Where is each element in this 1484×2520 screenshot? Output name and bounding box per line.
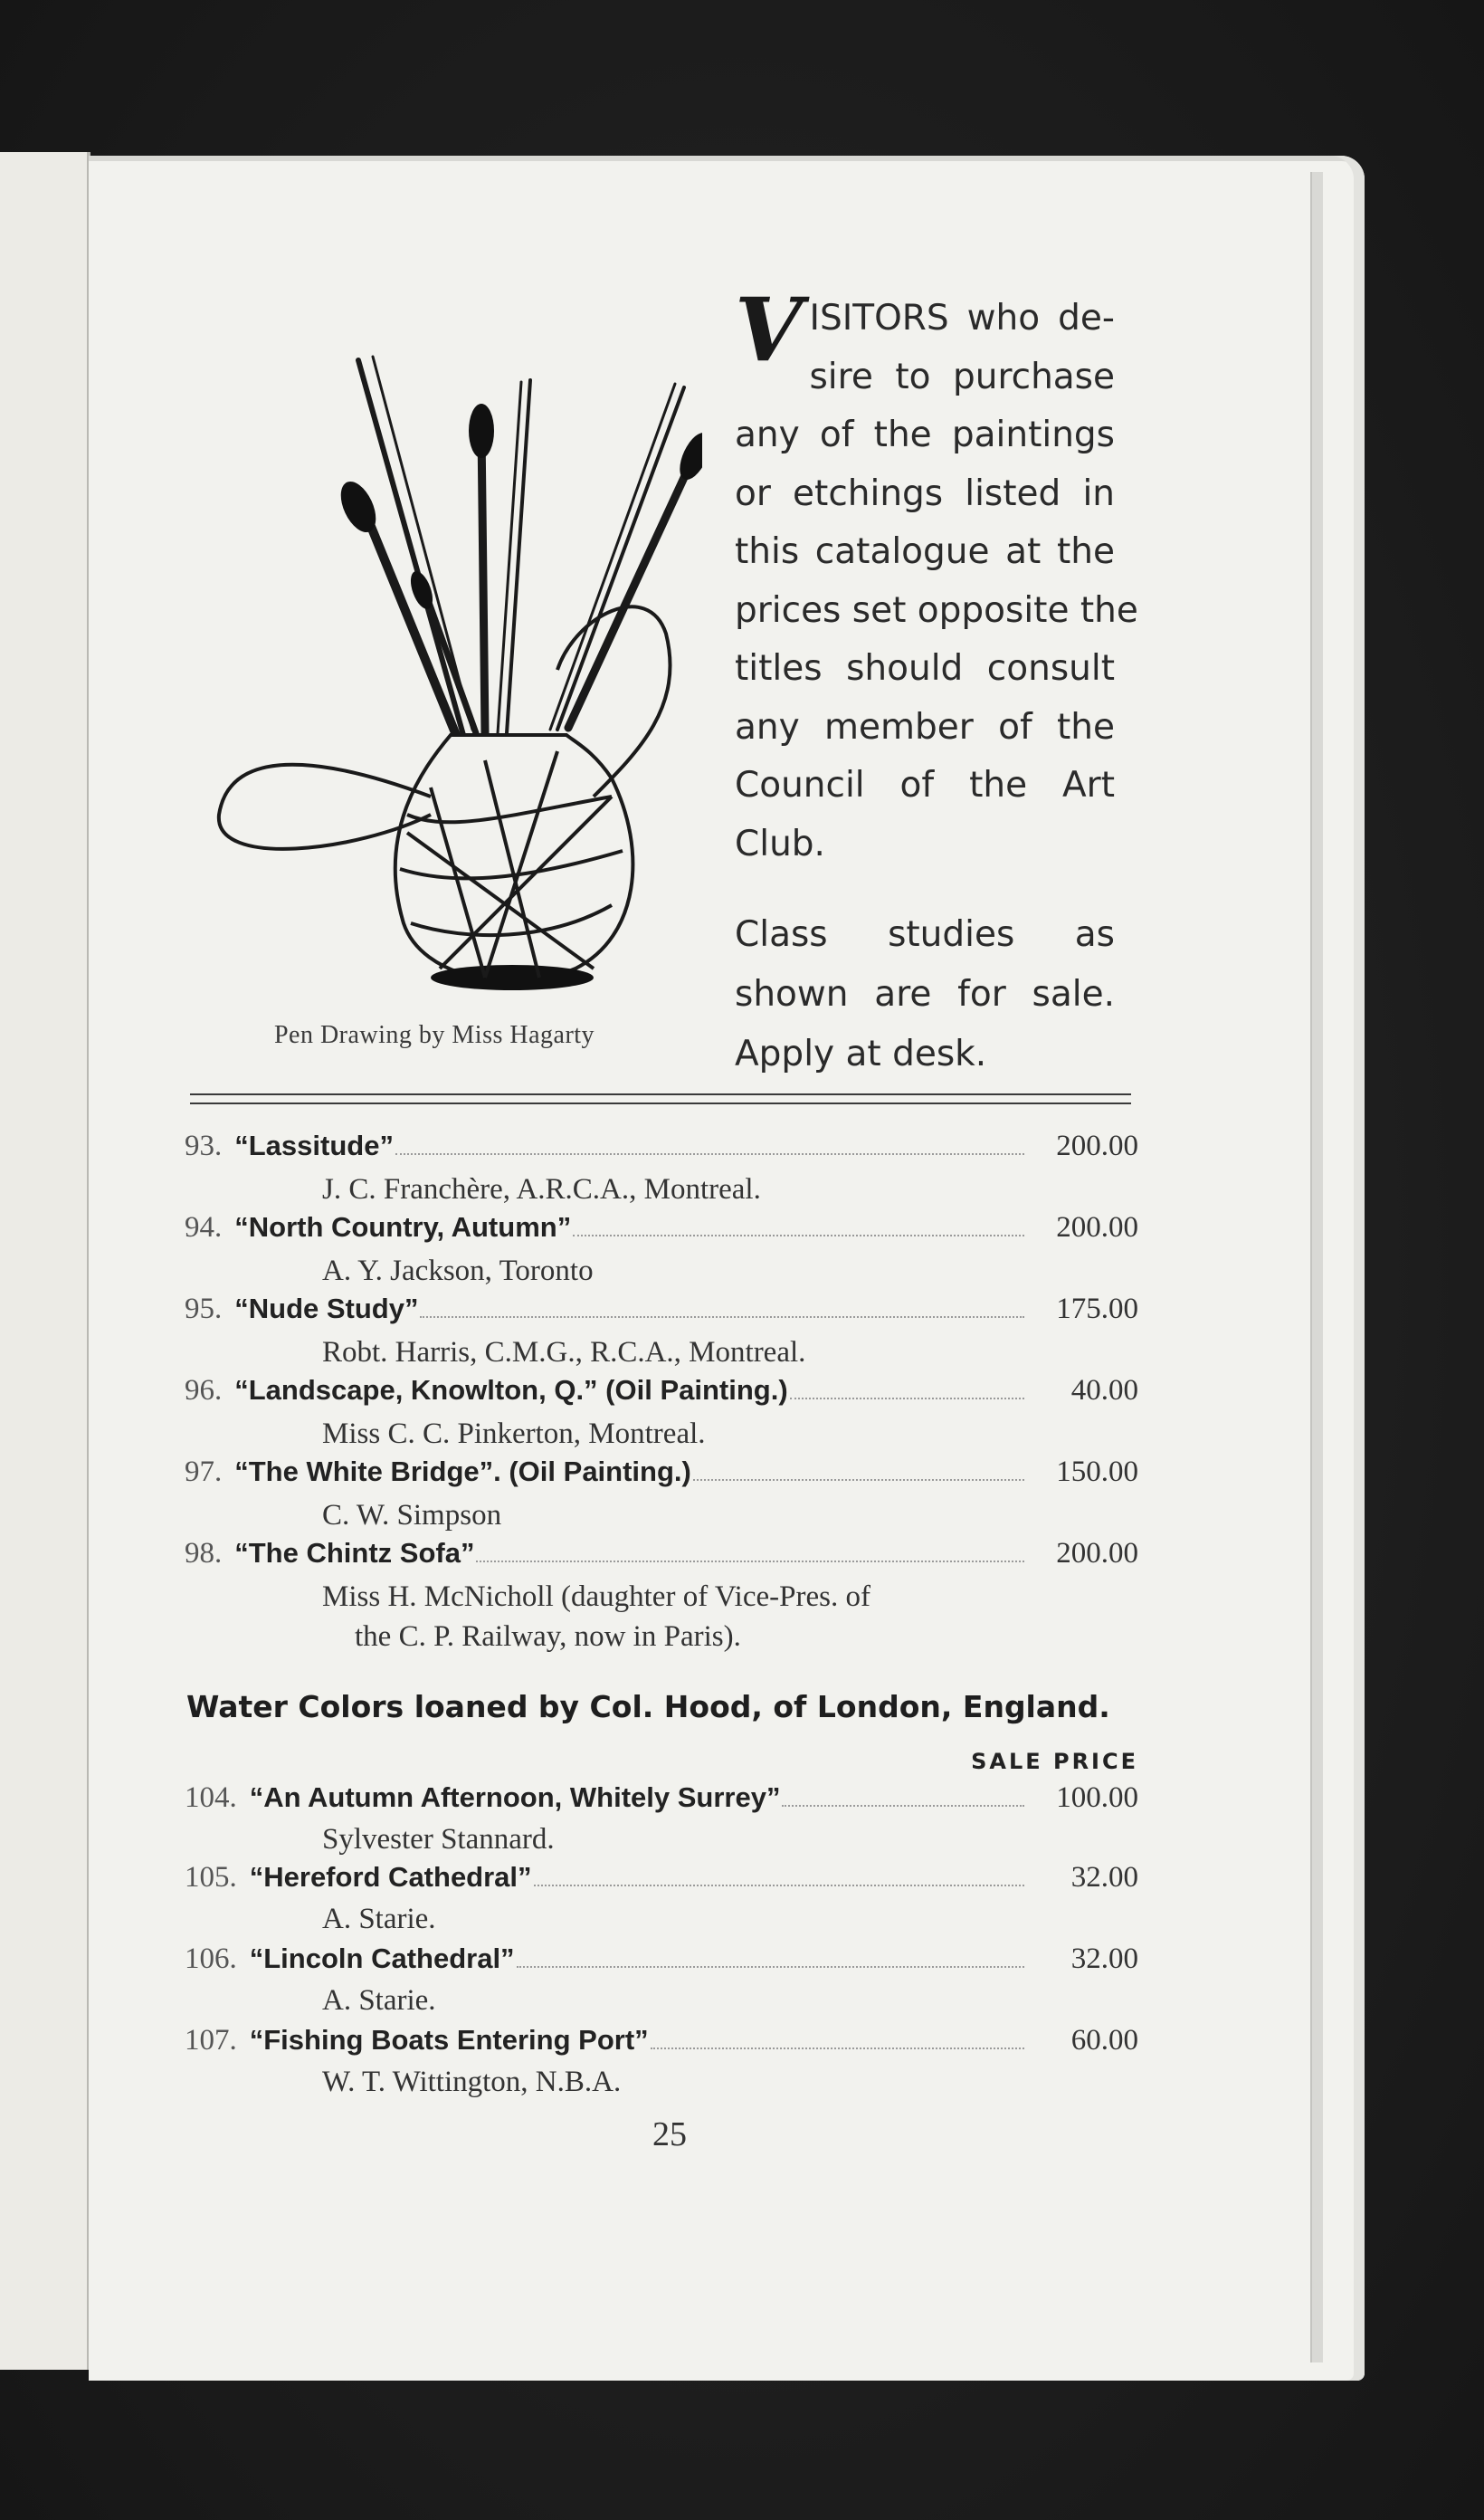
facing-page-edge bbox=[0, 152, 90, 2370]
entry-price: 150.00 bbox=[1056, 1456, 1138, 1488]
brush-tip bbox=[673, 428, 702, 484]
class-studies-note bbox=[735, 905, 1115, 1084]
entry-price: 60.00 bbox=[1070, 2024, 1138, 2057]
entry-artist: A. Starie. bbox=[322, 1984, 436, 2017]
brush-tip bbox=[469, 404, 494, 458]
catalogue-entry bbox=[185, 1781, 1138, 1823]
notice-line: any of the paintings bbox=[735, 415, 1115, 455]
entry-title: “North Country, Autumn” bbox=[234, 1211, 572, 1243]
notice-line: ISITORS who de- bbox=[809, 298, 1115, 339]
entry-artist: Robt. Harris, C.M.G., R.C.A., Montreal. bbox=[322, 1336, 806, 1369]
entry-price: 100.00 bbox=[1056, 1781, 1138, 1814]
catalogue-entry bbox=[185, 1374, 1138, 1416]
pen-drawing-illustration bbox=[214, 344, 702, 1014]
entry-artist: Miss H. McNicholl (daughter of Vice-Pres. of bbox=[322, 1580, 870, 1613]
notice-line: titles should consult bbox=[735, 648, 1115, 689]
catalogue-entry bbox=[185, 1293, 1138, 1334]
leader-dots bbox=[573, 1235, 1024, 1236]
entry-title: “Lincoln Cathedral” bbox=[249, 1942, 515, 1974]
entry-artist: Sylvester Stannard. bbox=[322, 1823, 555, 1856]
entry-price: 40.00 bbox=[1070, 1374, 1138, 1407]
entry-price: 32.00 bbox=[1070, 1942, 1138, 1975]
entry-price: 200.00 bbox=[1056, 1130, 1138, 1162]
notice-line: any member of the bbox=[735, 706, 1115, 748]
divider-rule bbox=[190, 1102, 1131, 1104]
entry-number: 98. bbox=[185, 1537, 223, 1570]
leader-dots bbox=[420, 1316, 1024, 1318]
class-note-line: Apply at desk. bbox=[735, 1034, 987, 1074]
entry-number: 97. bbox=[185, 1456, 223, 1488]
illustration-caption: Pen Drawing by Miss Hagarty bbox=[273, 1021, 595, 1049]
catalogue-entry bbox=[185, 2024, 1138, 2066]
drop-cap: V bbox=[735, 279, 803, 381]
entry-number: 106. bbox=[185, 1942, 237, 1975]
entry-number: 95. bbox=[185, 1293, 223, 1325]
entry-artist: Miss C. C. Pinkerton, Montreal. bbox=[322, 1418, 706, 1450]
entry-title: “Hereford Cathedral” bbox=[249, 1861, 532, 1893]
brush-handle bbox=[358, 360, 463, 735]
leader-dots bbox=[693, 1479, 1024, 1481]
entry-number: 93. bbox=[185, 1130, 223, 1162]
entry-number: 107. bbox=[185, 2024, 237, 2057]
leader-dots bbox=[782, 1805, 1024, 1807]
entry-number: 104. bbox=[185, 1781, 237, 1814]
entry-artist: C. W. Simpson bbox=[322, 1499, 502, 1532]
visitors-notice bbox=[735, 279, 1138, 873]
entry-price: 32.00 bbox=[1070, 1861, 1138, 1894]
entry-artist: A. Starie. bbox=[322, 1903, 436, 1935]
notice-line: Council of the Art bbox=[735, 765, 1115, 806]
notice-line: prices set opposite the bbox=[735, 589, 1138, 631]
entry-title: “An Autumn Afternoon, Whitely Surrey” bbox=[249, 1781, 781, 1813]
notice-line: sire to purchase bbox=[809, 356, 1115, 397]
entry-artist: the C. P. Railway, now in Paris). bbox=[355, 1620, 741, 1653]
notice-line: Club. bbox=[735, 823, 825, 864]
leader-dots bbox=[651, 2048, 1024, 2049]
catalogue-entry bbox=[185, 1942, 1138, 1984]
entry-title: “Lassitude” bbox=[234, 1130, 394, 1161]
entry-title: “Landscape, Knowlton, Q.” (Oil Painting.) bbox=[234, 1374, 788, 1406]
entry-title: “Fishing Boats Entering Port” bbox=[249, 2024, 649, 2056]
entry-number: 96. bbox=[185, 1374, 223, 1407]
brush-handle bbox=[481, 431, 485, 733]
notice-line: or etchings listed in bbox=[735, 472, 1115, 514]
entry-price: 200.00 bbox=[1056, 1211, 1138, 1244]
sale-price-label: SALE PRICE bbox=[971, 1749, 1138, 1774]
page-edge bbox=[1310, 172, 1323, 2362]
catalogue-entry bbox=[185, 1456, 1138, 1497]
catalogue-entry bbox=[185, 1861, 1138, 1903]
leader-dots bbox=[517, 1966, 1024, 1968]
entry-price: 175.00 bbox=[1056, 1293, 1138, 1325]
leader-dots bbox=[395, 1153, 1024, 1155]
divider-rule bbox=[190, 1093, 1131, 1095]
entry-number: 105. bbox=[185, 1861, 237, 1894]
catalogue-entry bbox=[185, 1130, 1138, 1171]
entry-title: “The White Bridge”. (Oil Painting.) bbox=[234, 1456, 691, 1487]
brush-handle bbox=[568, 458, 693, 728]
entry-price: 200.00 bbox=[1056, 1537, 1138, 1570]
class-note-line: Class studies as bbox=[735, 914, 1115, 955]
leader-dots bbox=[790, 1398, 1024, 1399]
entry-title: “Nude Study” bbox=[234, 1293, 419, 1324]
leader-dots bbox=[476, 1561, 1024, 1562]
entry-artist: W. T. Wittington, N.B.A. bbox=[322, 2066, 622, 2098]
brush-handle bbox=[550, 384, 675, 730]
brush-handle bbox=[557, 387, 684, 730]
catalogue-entry bbox=[185, 1211, 1138, 1253]
notice-line: this catalogue at the bbox=[735, 531, 1115, 572]
catalogue-entry bbox=[185, 1537, 1138, 1579]
jar-shadow bbox=[431, 965, 594, 990]
entry-number: 94. bbox=[185, 1211, 223, 1244]
section-heading: Water Colors loaned by Col. Hood, of London, England. bbox=[186, 1689, 1110, 1724]
entry-title: “The Chintz Sofa” bbox=[234, 1537, 475, 1569]
entry-artist: A. Y. Jackson, Toronto bbox=[322, 1255, 594, 1287]
leader-dots bbox=[534, 1885, 1024, 1886]
class-note-line: shown are for sale. bbox=[735, 974, 1115, 1015]
entry-artist: J. C. Franchère, A.R.C.A., Montreal. bbox=[322, 1173, 761, 1206]
page-number: 25 bbox=[652, 2115, 687, 2153]
